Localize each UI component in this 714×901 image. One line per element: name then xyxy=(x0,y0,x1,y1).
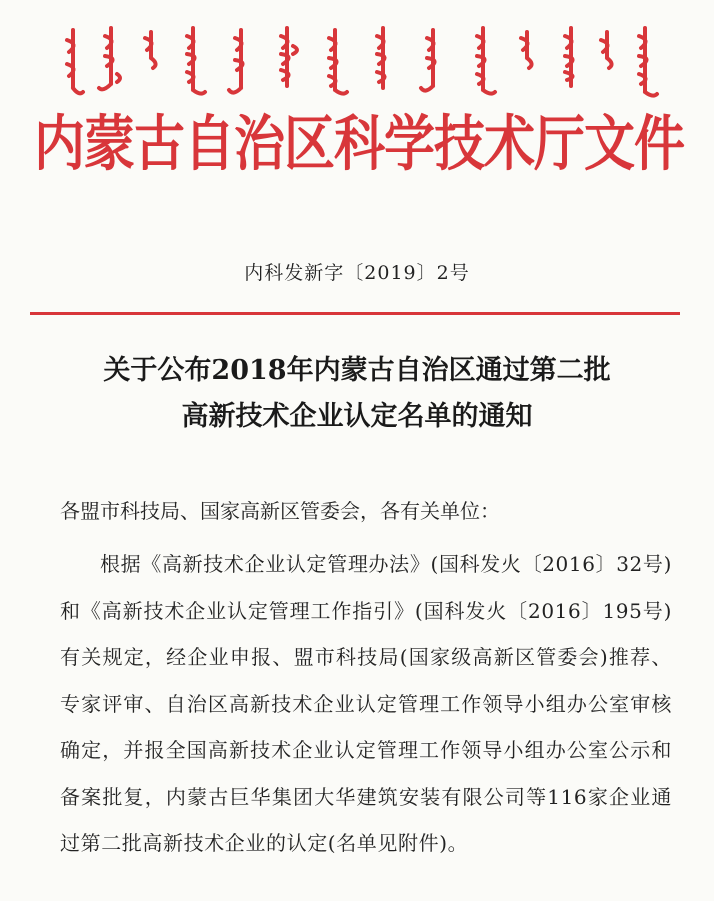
mongolian-script-graphic xyxy=(55,18,660,100)
salutation: 各盟市科技局、国家高新区管委会，各有关单位： xyxy=(60,499,500,523)
mongolian-script-header xyxy=(55,18,660,100)
issuing-agency-title: 内蒙古自治区科学技术厅文件 xyxy=(34,108,685,180)
body-paragraph: 根据《高新技术企业认定管理办法》(国科发火〔2016〕32号)和《高新技术企业认定管理工作指引》(国科发火〔2016〕195号)有关规定，经企业申报、盟市科技局(国家级高新区管委会)推荐、专家评审、自治区高新技术企业认定管理工作领导小组办公室审核确定，并报全国高新技术企业认定管理工作领导小组办公室公示和备案批复，内蒙古巨华集团大华建筑安装有限公司等116家企业通过第二批高新技术企业的认定(名单见附件)。 xyxy=(60,552,672,855)
document-number: 内科发新字〔2019〕2号 xyxy=(244,262,470,284)
red-divider-line xyxy=(30,312,680,315)
notice-title xyxy=(0,348,714,440)
notice-title-line-1: 关于公布2018年内蒙古自治区通过第二批 xyxy=(103,355,611,386)
notice-title-line-2: 高新技术企业认定名单的通知 xyxy=(181,401,533,432)
